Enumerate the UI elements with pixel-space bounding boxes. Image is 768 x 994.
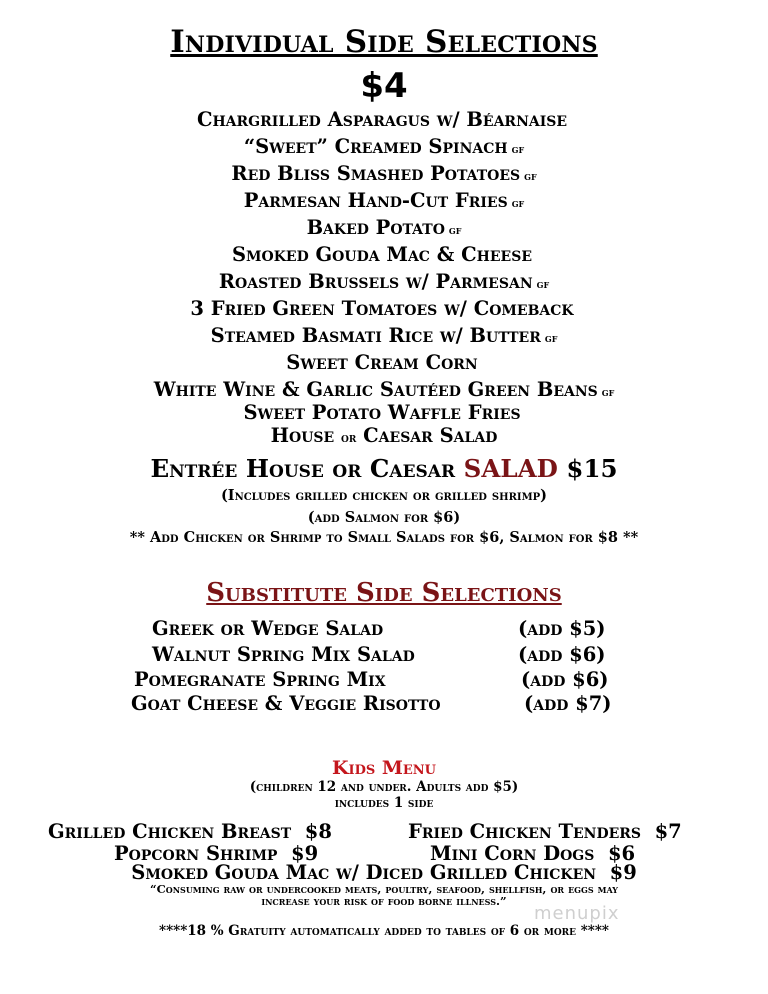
entree-note: ** Add Chicken or Shrimp to Small Salads for $6, Salmon for $8 ** — [129, 529, 639, 546]
kids-item: Mini Corn Dogs $6 — [430, 842, 636, 865]
side-item: Roasted Brussels w/ Parmesan gf — [218, 270, 550, 293]
side-item: Red Bliss Smashed Potatoes gf — [231, 162, 537, 185]
side-item-house-salad: House or Caesar Salad — [270, 424, 498, 447]
kids-item: Popcorn Shrimp $9 — [114, 842, 319, 865]
substitute-price: (add $7) — [524, 692, 612, 715]
side-item: Sweet Potato Waffle Fries — [243, 401, 521, 424]
watermark: menupix — [534, 903, 620, 924]
kids-item: Fried Chicken Tenders $7 — [408, 820, 682, 843]
gratuity-note: ****18 % Gratuity automatically added to tables of 6 or more **** — [159, 923, 609, 939]
side-item: Parmesan Hand-Cut Fries gf — [243, 189, 525, 212]
entree-note: (add Salmon for $6) — [307, 509, 461, 526]
kids-item: Smoked Gouda Mac w/ Diced Grilled Chicken $9 — [131, 861, 637, 884]
substitute-name: Goat Cheese & Veggie Risotto — [131, 692, 441, 715]
kids-note: includes 1 side — [334, 795, 434, 811]
disclaimer: increase your risk of food borne illness.” — [261, 894, 507, 908]
kids-item: Grilled Chicken Breast $8 — [48, 820, 332, 843]
side-item: Baked Potato gf — [306, 216, 462, 239]
page-title: Individual Side Selections — [170, 24, 598, 60]
side-item: “Sweet” Creamed Spinach gf — [243, 135, 525, 158]
disclaimer: “Consuming raw or undercooked meats, poultry, seafood, shellfish, or eggs may — [150, 882, 618, 896]
substitute-name: Greek or Wedge Salad — [152, 617, 384, 640]
side-item: Steamed Basmati Rice w/ Butter gf — [210, 324, 558, 347]
side-item: White Wine & Garlic Sautéed Green Beans gf — [153, 378, 615, 401]
substitute-name: Pomegranate Spring Mix — [134, 668, 386, 691]
kids-menu-title: Kids Menu — [331, 757, 437, 779]
substitute-price: (add $5) — [518, 617, 606, 640]
side-item: Chargrilled Asparagus w/ Béarnaise — [196, 108, 568, 131]
side-item: 3 Fried Green Tomatoes w/ Comeback — [190, 297, 574, 320]
substitute-price: (add $6) — [518, 643, 606, 666]
side-item: Smoked Gouda Mac & Cheese — [231, 243, 533, 266]
kids-note: (children 12 and under. Adults add $5) — [249, 779, 519, 795]
side-item: Sweet Cream Corn — [286, 351, 478, 374]
side-price: $4 — [360, 66, 408, 106]
substitute-name: Walnut Spring Mix Salad — [152, 643, 415, 666]
substitute-title: Substitute Side Selections — [206, 578, 562, 608]
entree-note: (Includes grilled chicken or grilled shrimp) — [220, 487, 548, 504]
entree-salad: Entrée House or Caesar SALAD $15 — [150, 454, 618, 483]
substitute-price: (add $6) — [521, 668, 609, 691]
